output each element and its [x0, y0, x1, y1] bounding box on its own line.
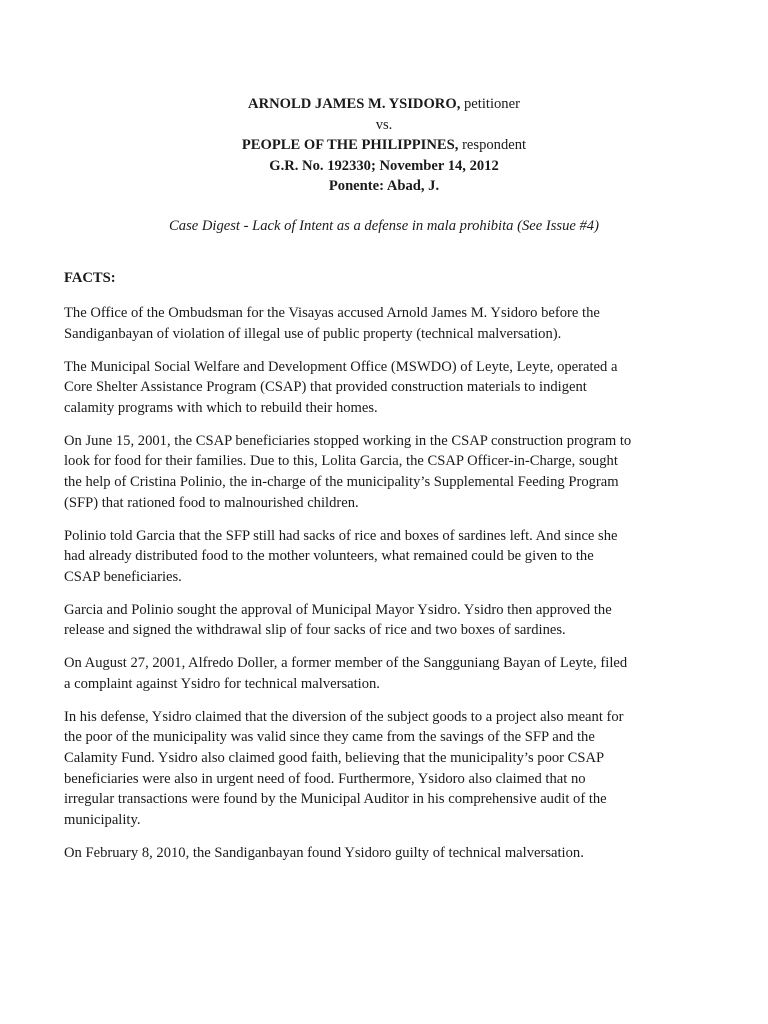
facts-paragraph: [64, 303, 688, 344]
paragraph-line: a complaint against Ysidro for technical malversation.: [64, 675, 380, 692]
respondent-line: [0, 135, 768, 156]
paragraph-line: look for food for their families. Due to this, Lolita Garcia, the CSAP Officer-in-Charge, sought: [64, 453, 618, 470]
petitioner-role: petitioner: [464, 96, 520, 112]
paragraph-line: Polinio told Garcia that the SFP still had sacks of rice and boxes of sardines left. And since she: [64, 527, 618, 544]
paragraph-line: Garcia and Polinio sought the approval of Municipal Mayor Ysidro. Ysidro then approved the: [64, 601, 612, 618]
digest-subtitle: Case Digest - Lack of Intent as a defense in mala prohibita (See Issue #4): [169, 218, 599, 234]
facts-paragraph: [64, 843, 688, 864]
petitioner-line: [0, 94, 768, 115]
case-caption: [0, 94, 768, 197]
ponente: Ponente: Abad, J.: [328, 178, 440, 194]
paragraph-line: In his defense, Ysidro claimed that the diversion of the subject goods to a project also meant for: [64, 708, 624, 725]
facts-heading: FACTS:: [64, 270, 116, 286]
facts-body: [64, 303, 688, 876]
paragraph-line: irregular transactions were found by the Municipal Auditor in his comprehensive audit of the: [64, 791, 607, 808]
facts-paragraph: [64, 600, 688, 641]
paragraph-line: The Office of the Ombudsman for the Visayas accused Arnold James M. Ysidoro before the: [64, 305, 600, 321]
paragraph-line: beneficiaries were also in urgent need of food. Furthermore, Ysidoro also claimed that no: [64, 770, 586, 787]
facts-paragraph: [64, 431, 688, 513]
paragraph-line: the help of Cristina Polinio, the in-charge of the municipality’s Supplemental Feeding Program: [64, 473, 619, 490]
petitioner-name: ARNOLD JAMES M. YSIDORO,: [248, 96, 461, 112]
paragraph-line: calamity programs with which to rebuild their homes.: [64, 399, 378, 416]
paragraph-line: On February 8, 2010, the Sandiganbayan found Ysidoro guilty of technical malversation.: [64, 844, 584, 861]
paragraph-line: Calamity Fund. Ysidro also claimed good faith, believing that the municipality’s poor CSAP: [64, 750, 605, 767]
paragraph-line: municipality.: [64, 811, 141, 828]
facts-paragraph: [64, 526, 688, 588]
case-number: G.R. No. 192330; November 14, 2012: [269, 157, 499, 174]
paragraph-line: Core Shelter Assistance Program (CSAP) that provided construction materials to indigent: [64, 379, 587, 396]
versus-line: vs.: [375, 116, 393, 133]
paragraph-line: CSAP beneficiaries.: [64, 568, 182, 585]
paragraph-line: The Municipal Social Welfare and Development Office (MSWDO) of Leyte, Leyte, operated a: [64, 358, 618, 375]
facts-paragraph: [64, 357, 688, 419]
facts-paragraph: [64, 707, 688, 831]
facts-paragraph: [64, 653, 688, 694]
paragraph-line: On August 27, 2001, Alfredo Doller, a former member of the Sangguniang Bayan of Leyte, filed: [64, 655, 628, 672]
paragraph-line: On June 15, 2001, the CSAP beneficiaries stopped working in the CSAP construction program to: [64, 432, 632, 449]
paragraph-line: the poor of the municipality was valid since they came from the savings of the SFP and the: [64, 729, 595, 746]
respondent-role: respondent: [462, 137, 527, 153]
paragraph-line: release and signed the withdrawal slip of four sacks of rice and two boxes of sardines.: [64, 622, 566, 639]
paragraph-line: Sandiganbayan of violation of illegal use of public property (technical malversation).: [64, 325, 562, 342]
respondent-name: PEOPLE OF THE PHILIPPINES,: [241, 137, 459, 153]
paragraph-line: (SFP) that rationed food to malnourished children.: [64, 494, 359, 511]
paragraph-line: had already distributed food to the mother volunteers, what remained could be given to the: [64, 548, 594, 565]
